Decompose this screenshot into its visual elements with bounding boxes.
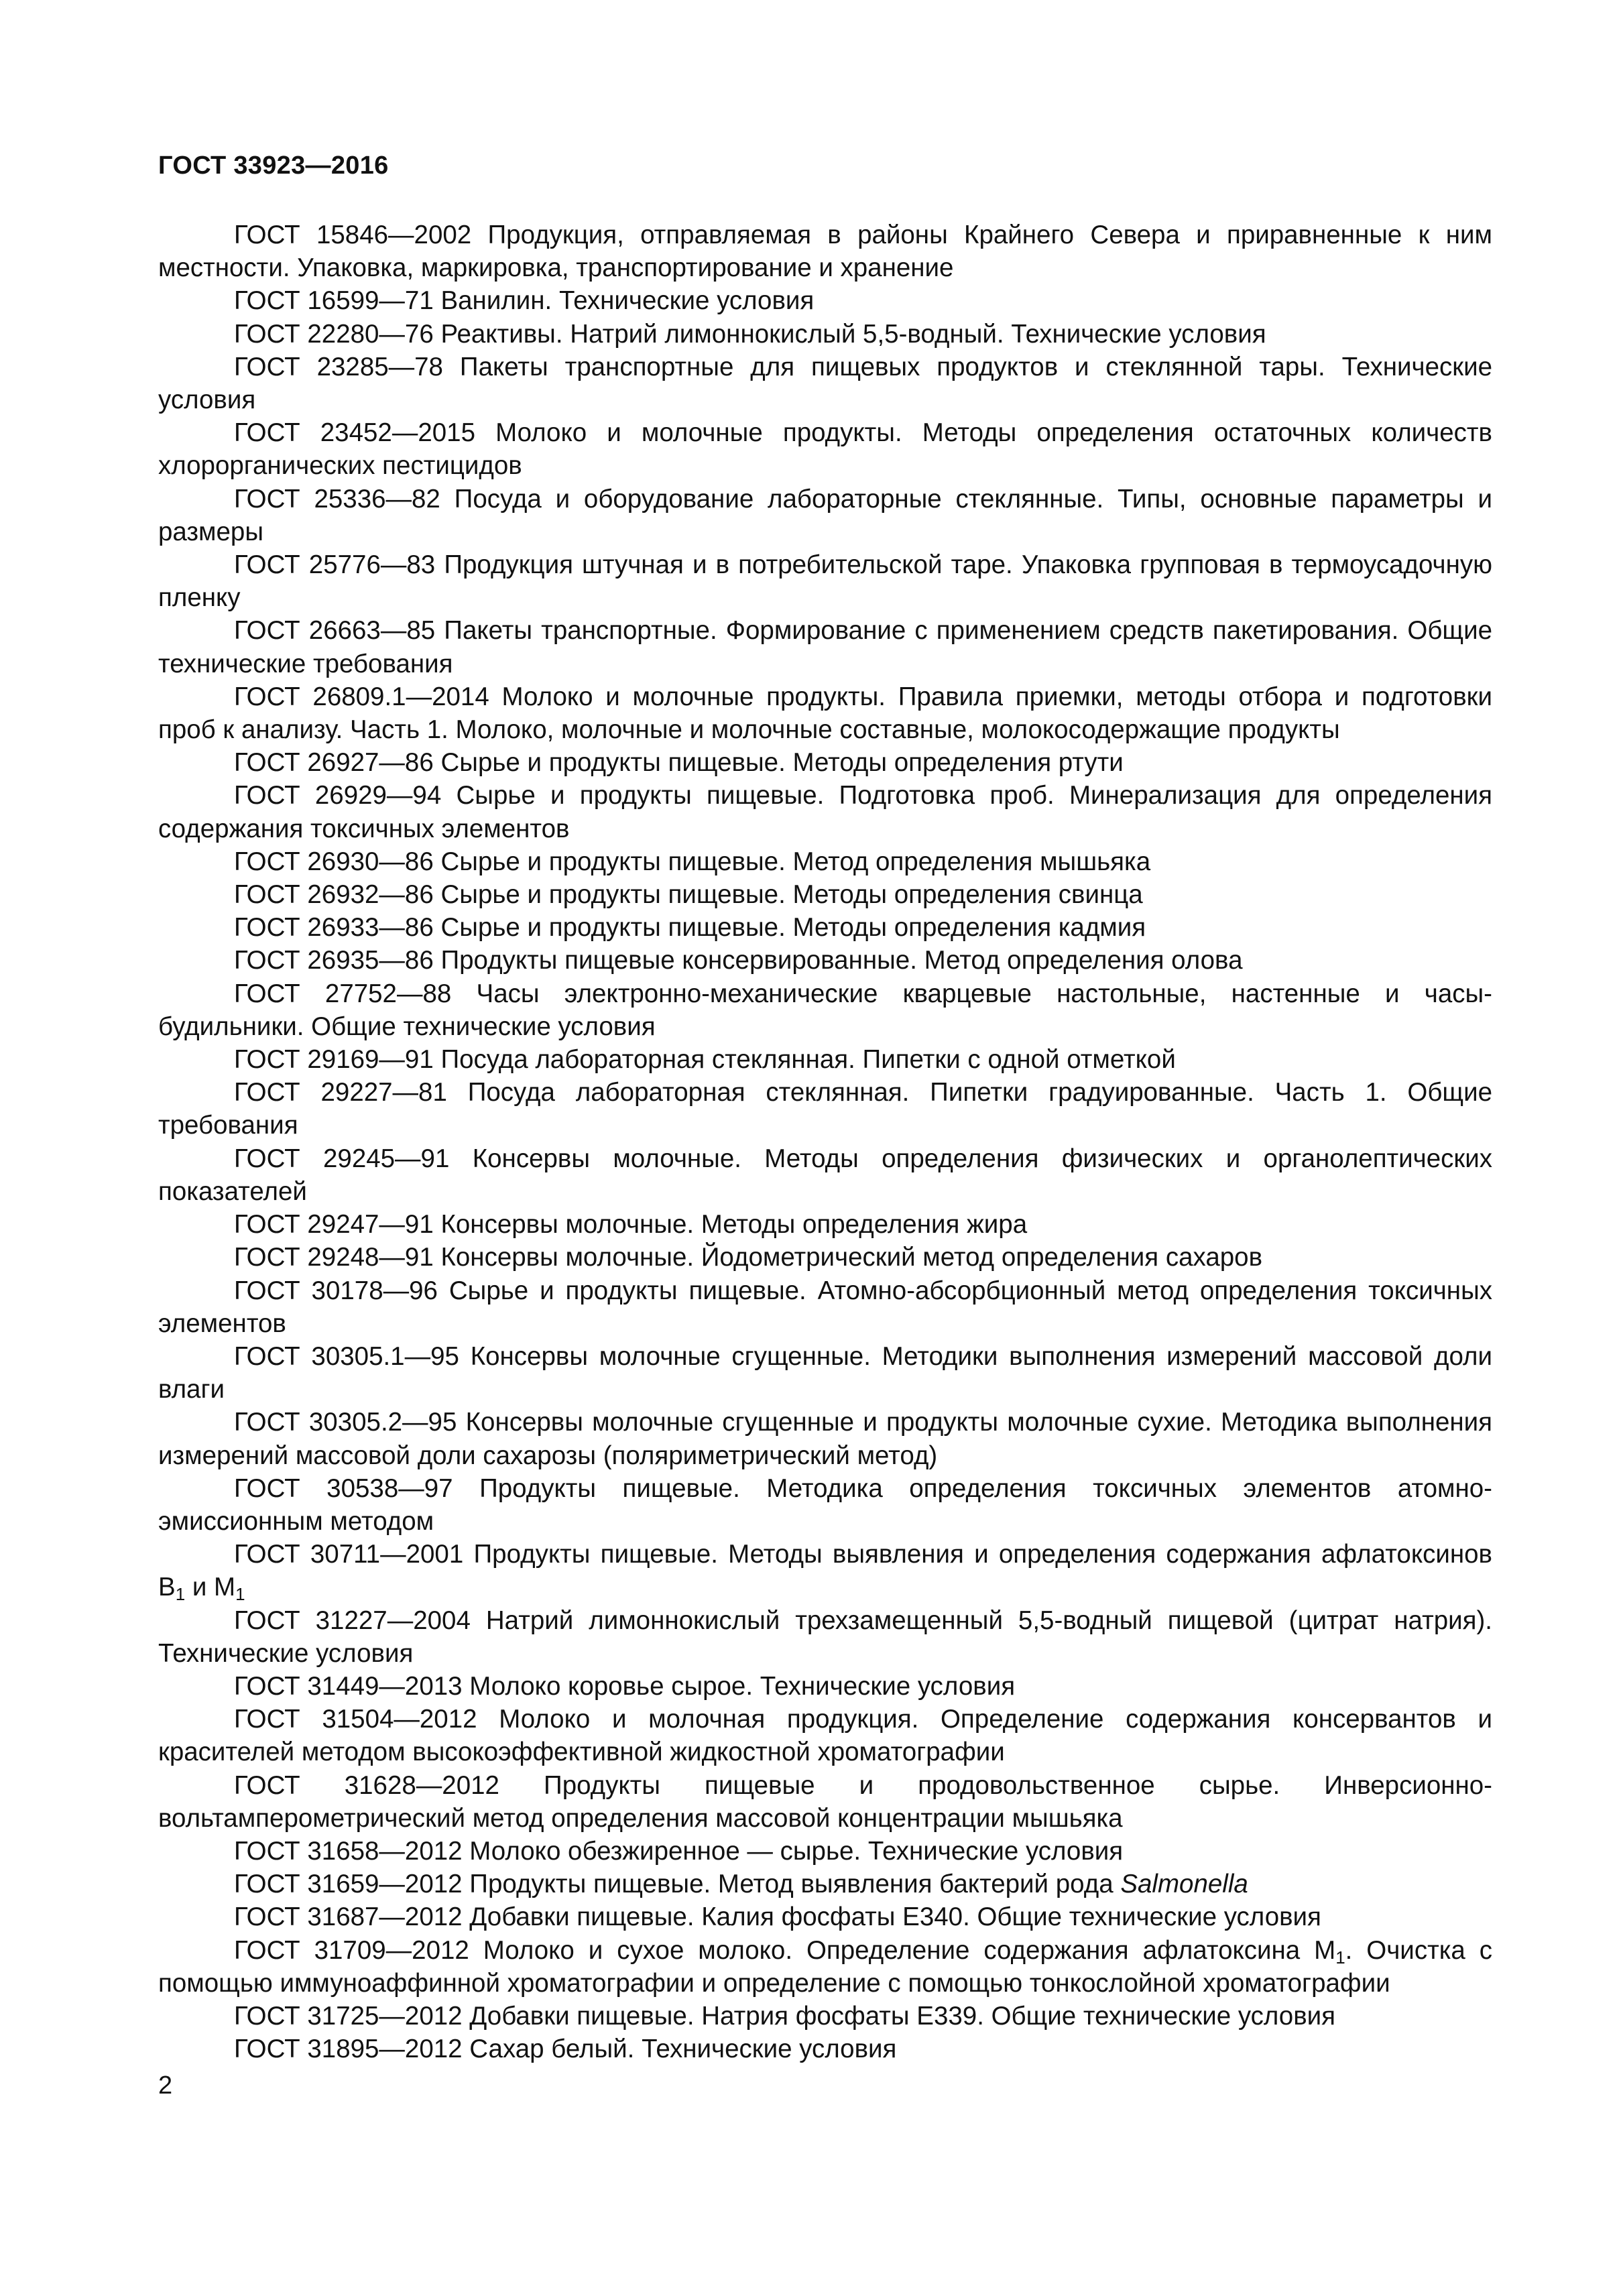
reference-code: ГОСТ 29245—91 (234, 1144, 450, 1173)
reference-code: ГОСТ 29169—91 (234, 1045, 434, 1075)
reference-italic-term: Salmonella (1120, 1870, 1248, 1899)
reference-entry (158, 2000, 1492, 2033)
reference-title: Сырье и продукты пищевые. Методы определения кадмия (440, 913, 1146, 943)
reference-code: ГОСТ 29247—91 (234, 1210, 434, 1240)
reference-code: ГОСТ 16599—71 (234, 286, 434, 316)
reference-title: Сахар белый. Технические условия (469, 2035, 897, 2064)
reference-entry (158, 1142, 1492, 1208)
reference-code: ГОСТ 26935—86 (234, 946, 434, 975)
reference-title: Продукция, отправляемая в районы Крайнего Севера и приравненные к ним местности. Упаковка, маркировка, транспортирование и хранение (158, 221, 1492, 283)
reference-code: ГОСТ 23285—78 (234, 352, 443, 381)
reference-title: Натрий лимоннокислый трехзамещенный 5,5-водный пищевой (цитрат натрия). Технические условия (158, 1606, 1492, 1668)
reference-code: ГОСТ 25336—82 (234, 484, 440, 513)
reference-entry (158, 680, 1492, 746)
reference-title: Пакеты транспортные для пищевых продуктов и стеклянной тары. Технические условия (158, 352, 1492, 415)
reference-title: Сырье и продукты пищевые. Методы определения свинца (440, 880, 1143, 910)
reference-entry (158, 483, 1492, 548)
reference-entry (158, 1076, 1492, 1142)
reference-entry (158, 779, 1492, 845)
reference-entry (158, 318, 1492, 351)
reference-code: ГОСТ 31227—2004 (234, 1606, 471, 1635)
reference-title: Посуда лабораторная стеклянная. Пипетки градуированные. Часть 1. Общие требования (158, 1078, 1492, 1140)
reference-code: ГОСТ 31504—2012 (234, 1705, 477, 1734)
reference-code: ГОСТ 27752—88 (234, 979, 452, 1008)
reference-title: Посуда и оборудование лабораторные стеклянные. Типы, основные параметры и размеры (158, 484, 1492, 546)
reference-title: Сырье и продукты пищевые. Подготовка проб. Минерализация для определения содержания токсичных элементов (158, 781, 1492, 843)
subscript: 1 (175, 1584, 186, 1605)
reference-entry (158, 1043, 1492, 1076)
reference-entry (158, 548, 1492, 614)
reference-title: Продукты пищевые и продовольственное сырье. Инверсионно-вольтамперометрический метод определения массовой концентрации мышьяка (158, 1770, 1492, 1833)
reference-code: ГОСТ 29248—91 (234, 1243, 434, 1272)
reference-code: ГОСТ 29227—81 (234, 1078, 447, 1107)
reference-code: ГОСТ 31628—2012 (234, 1770, 499, 1800)
reference-title: Реактивы. Натрий лимоннокислый 5,5-водный. Технические условия (440, 319, 1266, 349)
reference-entry (158, 977, 1492, 1043)
reference-title: Сырье и продукты пищевые. Методы определения ртути (440, 748, 1124, 778)
reference-title: Молоко обезжиренное — сырье. Технические условия (469, 1836, 1124, 1866)
reference-code: ГОСТ 30538—97 (234, 1473, 453, 1503)
reference-code: ГОСТ 30178—96 (234, 1276, 438, 1305)
reference-code: ГОСТ 26933—86 (234, 913, 434, 943)
reference-entry (158, 351, 1492, 416)
reference-entry (158, 1934, 1492, 2000)
reference-title: Пакеты транспортные. Формирование с применением средств пакетирования. Общие технические требования (158, 616, 1492, 678)
reference-entry (158, 1703, 1492, 1768)
reference-title: Посуда лабораторная стеклянная. Пипетки с одной отметкой (440, 1045, 1176, 1075)
reference-entry (158, 614, 1492, 680)
normative-references-list (158, 219, 1492, 2065)
reference-entry (158, 1604, 1492, 1670)
reference-title: Добавки пищевые. Калия фосфаты E340. Общие технические условия (469, 1902, 1321, 1932)
reference-code: ГОСТ 31687—2012 (234, 1902, 463, 1932)
reference-entry (158, 845, 1492, 878)
reference-entry (158, 1208, 1492, 1241)
reference-entry (158, 878, 1492, 911)
reference-title: Молоко и молочные продукты. Правила приемки, методы отбора и подготовки проб к анализу. Часть 1. Молоко, молочные и молочные составные, молокосодержащие продукты (158, 682, 1493, 745)
reference-entry (158, 284, 1492, 317)
reference-code: ГОСТ 31659—2012 (234, 1870, 463, 1899)
reference-title: Консервы молочные. Методы определения жира (440, 1210, 1028, 1240)
reference-title: Сырье и продукты пищевые. Атомно-абсорбционный метод определения токсичных элементов (158, 1276, 1492, 1338)
reference-title: Ванилин. Технические условия (440, 286, 815, 316)
subscript: 1 (1335, 1947, 1345, 1968)
reference-entry (158, 911, 1492, 944)
reference-code: ГОСТ 31658—2012 (234, 1836, 463, 1866)
reference-entry (158, 1835, 1492, 1868)
reference-code: ГОСТ 26930—86 (234, 847, 434, 876)
reference-code: ГОСТ 30711—2001 (234, 1540, 464, 1569)
reference-title: Добавки пищевые. Натрия фосфаты E339. Общие технические условия (469, 2001, 1336, 2031)
reference-entry (158, 1670, 1492, 1703)
reference-title-tail: . Очистка с помощью иммуноаффинной хроматографии и определение с помощью тонкослойной хроматографии (158, 1935, 1492, 1998)
reference-entry (158, 1274, 1492, 1340)
reference-entry (158, 1900, 1492, 1933)
reference-entry (158, 1769, 1492, 1835)
reference-title: Продукты пищевые. Методы выявления и определения содержания афлатоксинов (473, 1540, 1492, 1569)
reference-title: Консервы молочные сгущенные. Методики выполнения измерений массовой доли влаги (158, 1341, 1492, 1404)
reference-code: ГОСТ 23452—2015 (234, 418, 475, 448)
reference-entry (158, 1868, 1492, 1900)
reference-code: ГОСТ 25776—83 (234, 550, 436, 580)
reference-title: Молоко и молочная продукция. Определение содержания консервантов и красителей методом высокоэффективной жидкостной хроматографии (158, 1705, 1492, 1767)
reference-title: Часы электронно-механические кварцевые настольные, настенные и часы-будильники. Общие технические условия (158, 979, 1492, 1041)
reference-code: ГОСТ 30305.2—95 (234, 1408, 457, 1437)
reference-code: ГОСТ 31449—2013 (234, 1671, 463, 1701)
reference-title: Молоко коровье сырое. Технические условия (469, 1671, 1016, 1701)
reference-entry (158, 219, 1492, 284)
page-number: 2 (158, 2071, 173, 2100)
reference-title: Молоко и сухое молоко. Определение содержания афлатоксина M (483, 1935, 1336, 1965)
reference-symbol: B (158, 1573, 176, 1602)
reference-title: Продукты пищевые консервированные. Метод определения олова (440, 946, 1243, 975)
reference-entry (158, 746, 1492, 779)
reference-code: ГОСТ 22280—76 (234, 319, 434, 349)
reference-code: ГОСТ 26927—86 (234, 748, 434, 778)
reference-title: Продукция штучная и в потребительской таре. Упаковка групповая в термоусадочную пленку (158, 550, 1492, 613)
reference-entry (158, 2033, 1492, 2065)
reference-title: Консервы молочные. Методы определения физических и органолептических показателей (158, 1144, 1492, 1206)
reference-code: ГОСТ 26929—94 (234, 781, 442, 810)
reference-code: ГОСТ 31709—2012 (234, 1935, 469, 1965)
reference-code: ГОСТ 26663—85 (234, 616, 436, 646)
reference-title: Консервы молочные. Йодометрический метод определения сахаров (440, 1243, 1263, 1272)
reference-code: ГОСТ 26809.1—2014 (234, 682, 489, 711)
reference-title: Консервы молочные сгущенные и продукты молочные сухие. Методика выполнения измерений массовой доли сахарозы (поляриметрический метод) (158, 1408, 1492, 1470)
reference-code: ГОСТ 31895—2012 (234, 2035, 463, 2064)
reference-code: ГОСТ 31725—2012 (234, 2001, 463, 2031)
reference-title: Продукты пищевые. Методика определения токсичных элементов атомно-эмиссионным методом (158, 1473, 1492, 1536)
reference-title: Сырье и продукты пищевые. Метод определения мышьяка (440, 847, 1151, 876)
reference-entry (158, 416, 1492, 482)
reference-entry (158, 1472, 1492, 1538)
reference-code: ГОСТ 26932—86 (234, 880, 434, 910)
reference-entry (158, 1406, 1492, 1471)
subscript: 1 (235, 1584, 245, 1605)
reference-title: Молоко и молочные продукты. Методы определения остаточных количеств хлорорганических пестицидов (158, 418, 1492, 481)
reference-code: ГОСТ 15846—2002 (234, 221, 472, 249)
reference-entry (158, 1538, 1492, 1604)
reference-symbol: и M (185, 1573, 236, 1602)
reference-entry (158, 1241, 1492, 1274)
reference-entry (158, 1340, 1492, 1406)
document-header: ГОСТ 33923—2016 (158, 152, 389, 180)
reference-code: ГОСТ 30305.1—95 (234, 1341, 459, 1371)
reference-title: Продукты пищевые. Метод выявления бактерий рода (469, 1870, 1121, 1899)
reference-entry (158, 944, 1492, 977)
